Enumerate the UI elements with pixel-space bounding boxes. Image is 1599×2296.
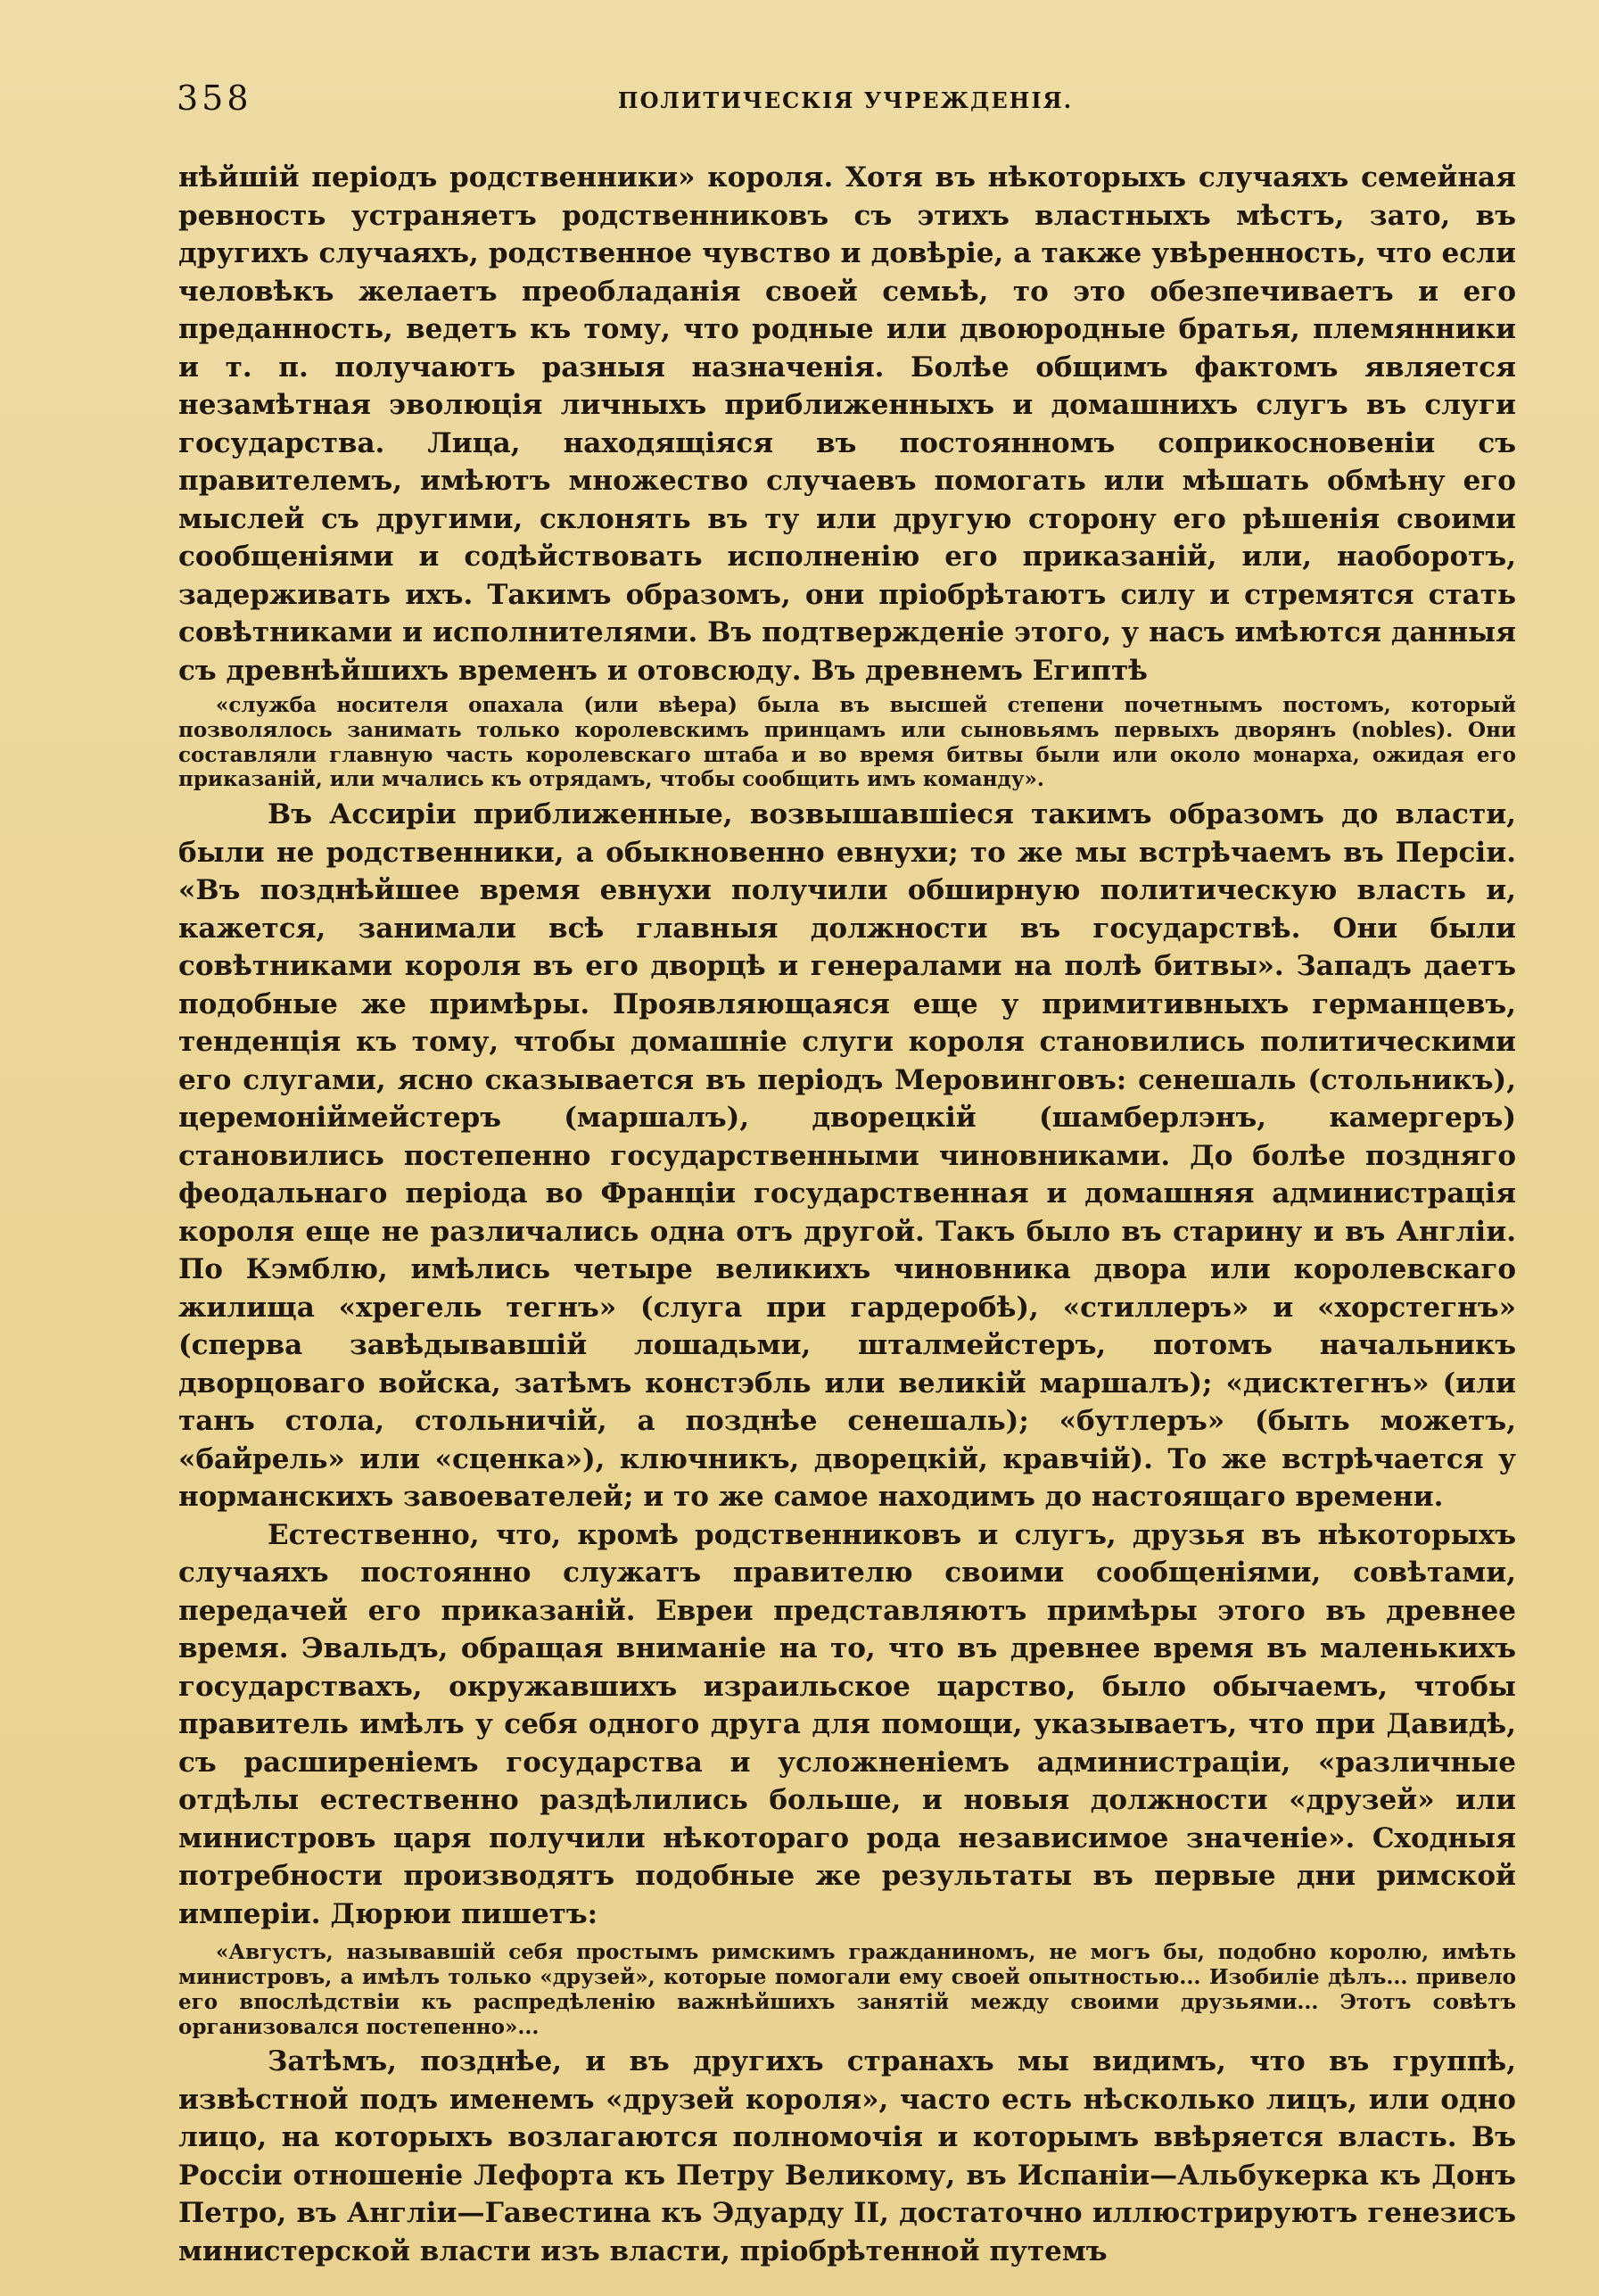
page-header — [177, 78, 1514, 123]
page-number: 358 — [177, 78, 252, 118]
quote-duruy: «Августъ, называвшій себя простымъ римскимъ гражданиномъ, не могъ бы, подобно королю, имѣть министровъ, а имѣлъ только «друзей», которые помогали ему своей опытностью... Изобиліе дѣлъ... привело его впослѣдствіи къ распредѣленію важнѣйшихъ занятій между своими друзьями... Этотъ совѣтъ организовался постепенно»... — [178, 1940, 1516, 2039]
quote-egypt: «служба носителя опахала (или вѣера) была въ высшей степени почетнымъ постомъ, который позволялось занимать только королевскимъ принцамъ или сыновьямъ первыхъ дворянъ (nobles). Они составляли главную часть королевскаго штаба и во время битвы были или около монарха, ожидая его приказаній, или мчались къ отрядамъ, чтобы сообщить имъ команду». — [178, 693, 1516, 792]
page-body — [178, 159, 1516, 2270]
paragraph-1: нѣйшій періодъ родственники» короля. Хотя въ нѣкоторыхъ случаяхъ семейная ревность устраняетъ родственниковъ съ этихъ властныхъ мѣстъ, зато, въ другихъ случаяхъ, родственное чувство и довѣріе, а также увѣренность, что если человѣкъ желаетъ преобладанія своей семьѣ, то это обезпечиваетъ и его преданность, ведетъ къ тому, что родные или двоюродные братья, племянники и т. п. получаютъ разныя назначенія. Болѣе общимъ фактомъ является незамѣтная эволюція личныхъ приближенныхъ и домашнихъ слугъ въ слуги государства. Лица, находящіяся въ постоянномъ соприкосновеніи съ правителемъ, имѣютъ множество случаевъ помогать или мѣшать обмѣну его мыслей съ другими, склонять въ ту или другую сторону его рѣшенія своими сообщеніями и содѣйствовать исполненію его приказаній, или, наоборотъ, задерживать ихъ. Такимъ образомъ, они пріобрѣтаютъ силу и стремятся стать совѣтниками и исполнителями. Въ подтвержденіе этого, у насъ имѣются данныя съ древнѣйшихъ временъ и отовсюду. Въ древнемъ Египтѣ — [178, 161, 1516, 687]
paragraph-4: Затѣмъ, позднѣе, и въ другихъ странахъ мы видимъ, что въ группѣ, извѣстной подъ именемъ «друзей короля», часто есть нѣсколько лицъ, или одно лицо, на которыхъ возлагаются полномочія и которымъ ввѣряется власть. Въ Россіи отношеніе Лефорта къ Петру Великому, въ Испаніи—Альбукерка къ Донъ Петро, въ Англіи—Гавестина къ Эдуарду II, достаточно иллюстрируютъ генезисъ министерской власти изъ власти, пріобрѣтенной путемъ — [178, 2045, 1516, 2267]
running-title: ПОЛИТИЧЕСКІЯ УЧРЕЖДЕНІЯ. — [617, 87, 1074, 113]
paragraph-2: Въ Ассиріи приближенные, возвышавшіеся такимъ образомъ до власти, были не родственники, а обыкновенно евнухи; то же мы встрѣчаемъ въ Персіи. «Въ позднѣйшее время евнухи получили обширную политическую власть и, кажется, занимали всѣ главныя должности въ государствѣ. Они были совѣтниками короля въ его дворцѣ и генералами на полѣ битвы». Западъ даетъ подобные же примѣры. Проявляющаяся еще у примитивныхъ германцевъ, тенденція къ тому, чтобы домашніе слуги короля становились политическими его слугами, ясно сказывается въ періодъ Меровинговъ: сенешаль (стольникъ), церемоніймейстеръ (маршалъ), дворецкій (шамберлэнъ, камергеръ) становились постепенно государственными чиновниками. До болѣе поздняго феодальнаго періода во Франціи государственная и домашняя администрація короля еще не различались одна отъ другой. Такъ было въ старину и въ Англіи. По Кэмблю, имѣлись четыре великихъ чиновника двора или королевскаго жилища «хрегель тегнъ» (слуга при гардеробѣ), «стиллеръ» и «хорстегнъ» (сперва завѣдывавшій лошадьми, шталмейстеръ, потомъ начальникъ дворцоваго войска, затѣмъ констэбль или великій маршалъ); «дисктегнъ» (или танъ стола, стольничій, а позднѣе сенешаль); «бутлеръ» (быть можетъ, «байрель» или «сценка»), ключникъ, дворецкій, кравчій). То же встрѣчается у норманскихъ завоевателей; и то же самое находимъ до настоящаго времени. — [178, 798, 1516, 1514]
paragraph-3: Естественно, что, кромѣ родственниковъ и слугъ, друзья въ нѣкоторыхъ случаяхъ постоянно служатъ правителю своими сообщеніями, совѣтами, передачей его приказаній. Евреи представляютъ примѣры этого въ древнее время. Эвальдъ, обращая вниманіе на то, что въ древнее время въ маленькихъ государствахъ, окружавшихъ израильское царство, было обычаемъ, чтобы правитель имѣлъ у себя одного друга для помощи, указываетъ, что при Давидѣ, съ расширеніемъ государства и усложненіемъ администраціи, «различные отдѣлы естественно раздѣлились больше, и новыя должности «друзей» или министровъ царя получили нѣкотораго рода независимое значеніе». Сходныя потребности производятъ подобные же результаты въ первые дни римской имперіи. Дюрюи пишетъ: — [178, 1518, 1516, 1930]
